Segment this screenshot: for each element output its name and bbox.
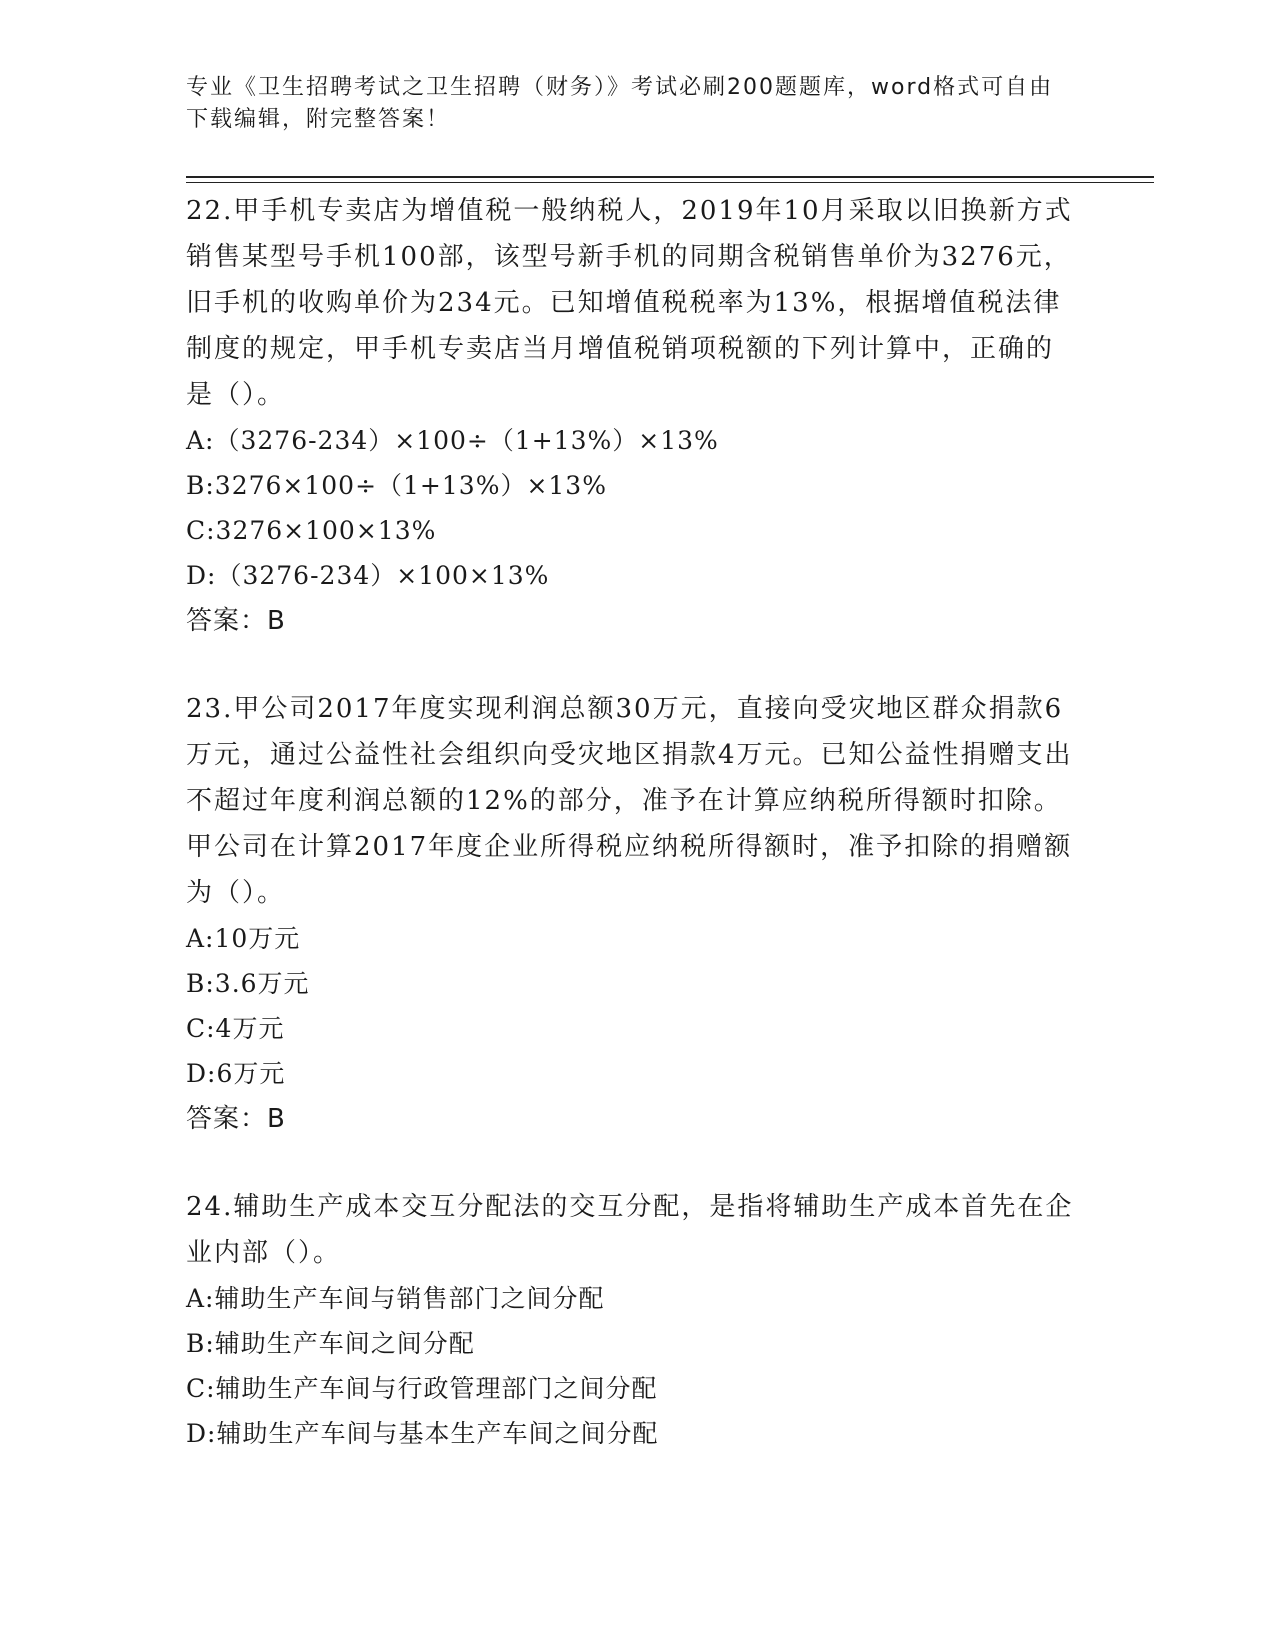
- question-23: [186, 686, 1086, 1142]
- option-list: [186, 916, 1086, 1096]
- answer-line: 答案：B: [186, 606, 286, 636]
- option-c: C:4万元: [186, 1014, 285, 1043]
- option-a: A:10万元: [186, 924, 301, 953]
- question-stem: 24.辅助生产成本交互分配法的交互分配，是指将辅助生产成本首先在企业内部（）。: [186, 1192, 1074, 1268]
- header-divider-thick: [186, 176, 1154, 178]
- document-header: 专业《卫生招聘考试之卫生招聘（财务）》考试必刷200题题库，word格式可自由下载编辑，附完整答案！: [186, 75, 1054, 132]
- answer-line: 答案：B: [186, 1104, 286, 1134]
- option-b: B:3276×100÷（1+13%）×13%: [186, 471, 607, 500]
- option-a: A:（3276-234）×100÷（1+13%）×13%: [186, 426, 719, 455]
- question-stem: 22.甲手机专卖店为增值税一般纳税人，2019年10月采取以旧换新方式销售某型号手机100部，该型号新手机的同期含税销售单价为3276元，旧手机的收购单价为234元。已知增值税税率为13%，根据增值税法律制度的规定，甲手机专卖店当月增值税销项税额的下列计算中，正确的是（）。: [186, 196, 1073, 410]
- question-list: [186, 188, 1086, 1498]
- question-22: [186, 188, 1086, 644]
- option-list: [186, 1276, 1086, 1456]
- option-c: C:辅助生产车间与行政管理部门之间分配: [186, 1374, 658, 1403]
- option-d: D:（3276-234）×100×13%: [186, 561, 550, 590]
- option-b: B:辅助生产车间之间分配: [186, 1329, 475, 1358]
- option-list: [186, 418, 1086, 598]
- option-d: D:辅助生产车间与基本生产车间之间分配: [186, 1419, 659, 1448]
- option-c: C:3276×100×13%: [186, 516, 437, 545]
- option-b: B:3.6万元: [186, 969, 310, 998]
- question-24: [186, 1184, 1086, 1456]
- question-stem: 23.甲公司2017年度实现利润总额30万元，直接向受灾地区群众捐款6万元，通过公益性社会组织向受灾地区捐款4万元。已知公益性捐赠支出不超过年度利润总额的12%的部分，准予在计算应纳税所得额时扣除。甲公司在计算2017年度企业所得税应纳税所得额时，准予扣除的捐赠额为（）。: [186, 694, 1073, 908]
- header-divider-thin: [186, 182, 1154, 183]
- option-a: A:辅助生产车间与销售部门之间分配: [186, 1284, 605, 1313]
- option-d: D:6万元: [186, 1059, 286, 1088]
